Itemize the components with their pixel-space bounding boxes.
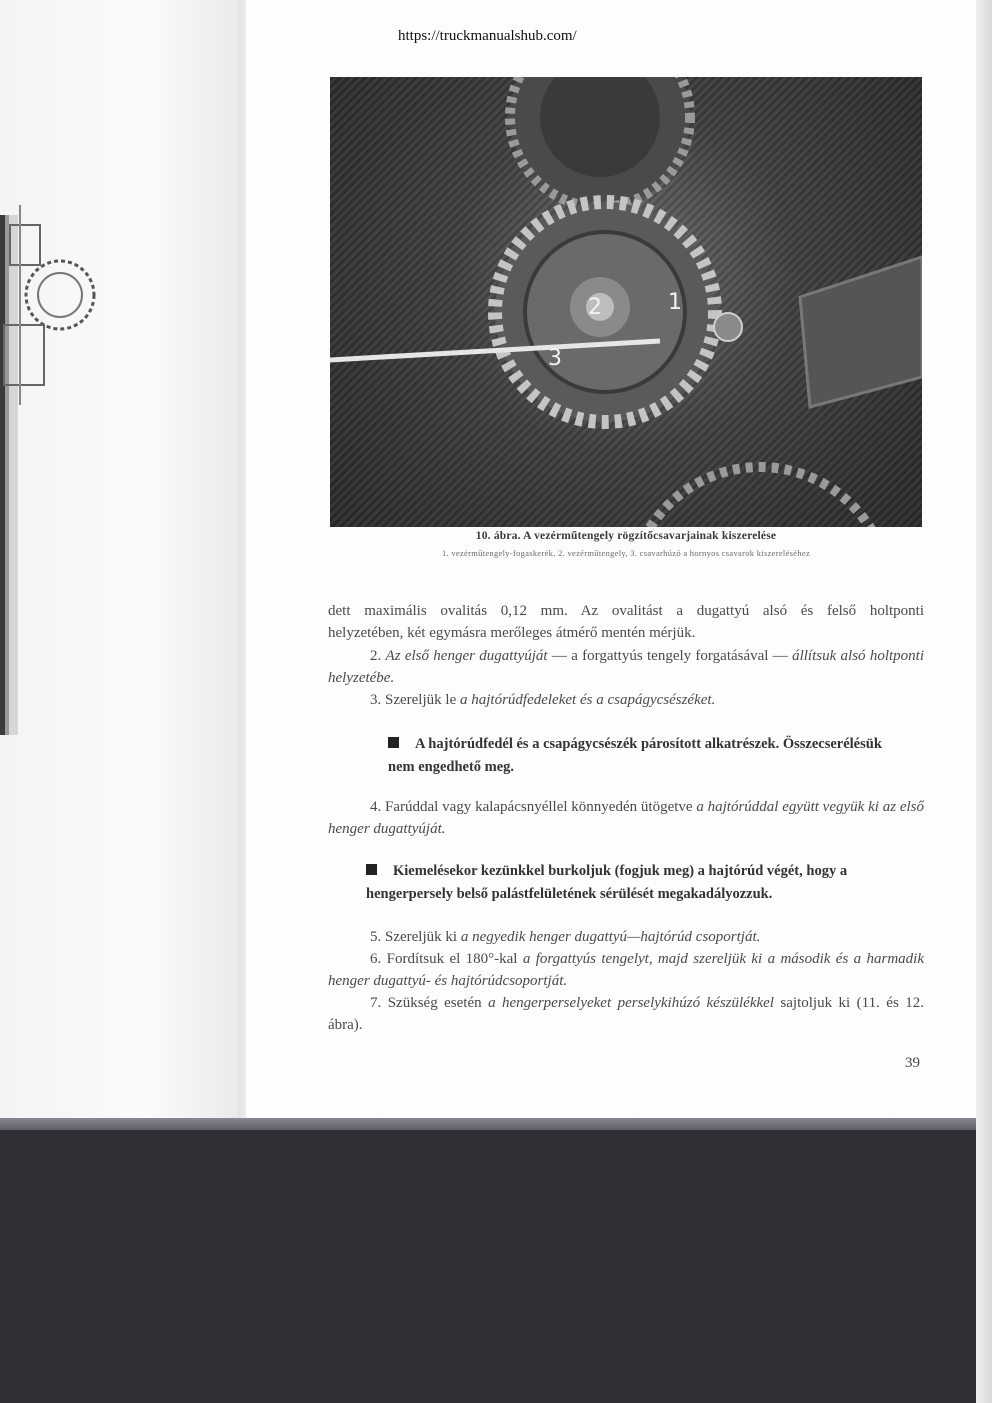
step-text: 7. Szükség esetén: [370, 995, 489, 1011]
step-text: — a forgattyús tengely forgatásával —: [547, 648, 793, 664]
paragraph-ovality: [328, 600, 924, 644]
note-text: A hajtórúdfedél és a csapágycsészék párosított alkatrészek. Összecserélésük nem engedhető meg.: [388, 736, 882, 775]
step-emphasis: a forgattyús tengelyt, majd szereljük ki a második és a harmadik henger dugattyú- és hajtórúdcsoportját.: [328, 951, 925, 989]
engine-gear-photo: [330, 77, 922, 527]
step-text: 6. Fordítsuk el 180°-kal: [370, 951, 523, 967]
page-number: 39: [905, 1055, 920, 1071]
figure-title: 10. ábra. A vezérműtengely rögzítőcsavarjainak kiszerelése: [475, 530, 777, 542]
step-2: [328, 645, 924, 689]
warning-note-1: [388, 733, 888, 779]
bullet-square-icon: [366, 864, 377, 875]
figure-legend: 1. vezérműtengely-fogaskerék, 2. vezérműtengely, 3. csavarhúzó a hornyos csavarok kiszereléséhez: [441, 548, 811, 558]
step-emphasis: Az első henger dugattyúját: [385, 648, 548, 664]
note-text: Kiemelésekor kezünkkel burkoljuk (fogjuk meg) a hajtórúd végét, hogy a hengerpersely belső palástfelületének sérülését megakadályozzuk.: [366, 863, 848, 902]
step-4: [328, 796, 924, 840]
bullet-square-icon: [388, 737, 399, 748]
warning-note-2: [366, 860, 886, 906]
step-7: [328, 992, 924, 1036]
step-emphasis: állítsuk alsó holtponti helyzetébe.: [328, 648, 924, 686]
step-number: 2.: [370, 648, 382, 664]
gear-illustration-fragment: [0, 205, 100, 405]
background-surface: [0, 1130, 992, 1403]
step-emphasis: a hengerperselyeket perselykihúzó készülékkel: [488, 995, 774, 1011]
step-emphasis: a hajtórúdfedeleket és a csapágycsészéket.: [459, 692, 716, 708]
callout-2: 2: [588, 295, 602, 320]
step-5: [328, 926, 924, 948]
step-text: 3. Szereljük le: [370, 692, 460, 708]
step-text: 5. Szereljük ki: [370, 929, 461, 945]
paragraph-line: helyzetében, két egymásra merőleges átmérő mentén mérjük.: [328, 625, 696, 641]
callout-1: 1: [668, 290, 682, 315]
previous-page-edge: [0, 0, 246, 1130]
step-3: [328, 689, 924, 711]
step-emphasis: a hajtórúddal együtt vegyük ki az első henger dugattyúját.: [328, 799, 924, 837]
step-6: [328, 948, 924, 992]
step-emphasis: a negyedik henger dugattyú—hajtórúd csoportját.: [460, 929, 761, 945]
step-text: 4. Farúddal vagy kalapácsnyéllel könnyedén ütögetve: [370, 799, 697, 815]
step-text: sajtoljuk ki (11. és 12. ábra).: [328, 995, 924, 1033]
source-url[interactable]: https://truckmanualshub.com/: [398, 28, 577, 44]
paragraph-line: dett maximális ovalitás 0,12 mm. Az ovalitást a dugattyú alsó és felső holtponti: [328, 603, 924, 619]
callout-3: 3: [548, 346, 562, 371]
right-page-edge: [976, 0, 992, 1403]
